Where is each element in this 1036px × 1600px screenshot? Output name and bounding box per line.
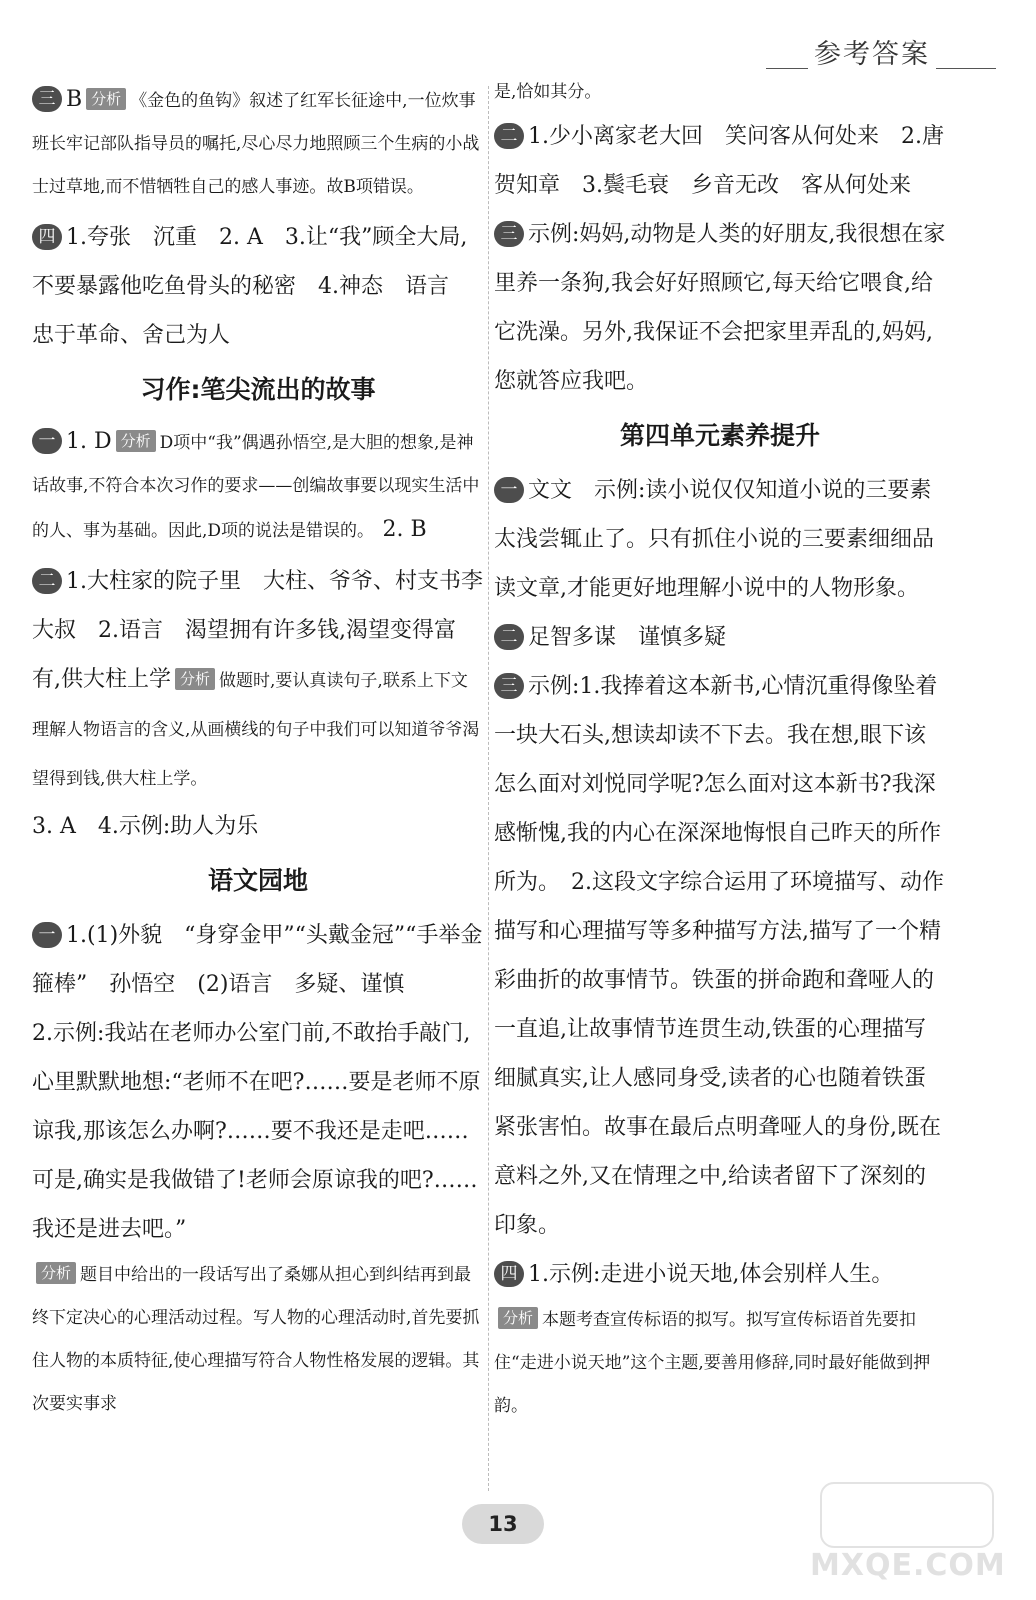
answer-text: 1.示例:走进小说天地,体会别样人生。 (528, 1262, 894, 1287)
writing-q2-answer (32, 557, 484, 851)
analysis-text: 题目中给出的一段话写出了桑娜从担心到纠结再到最终下定决心的心理活动过程。写人物的心理活动时,首先要抓住人物的本质特征,使心理描写符合人物性格发展的逻辑。其次要实事求 (32, 1265, 480, 1414)
answer-text: 1.少小离家老大回 笑问客从何处来 2.唐 贺知章 3.鬓毛衰 乡音无改 客从何处来 (494, 124, 966, 198)
section-number-badge: 三 (494, 673, 524, 699)
analysis-text: D项中“我”偶遇孙悟空,是大胆的想象,是神话故事,不符合本次习作的要求——创编故事要以现实生活中的人、事为基础。因此,D项的说法是错误的。 (32, 433, 480, 541)
garden-q3-answer (494, 210, 946, 406)
analysis-text: 本题考查宣传标语的拟写。拟写宣传标语首先要扣住“走进小说天地”这个主题,要善用修辞,同时最好能做到押韵。 (494, 1310, 931, 1416)
section-number-badge: 一 (494, 477, 524, 503)
garden-q1-answer (32, 911, 484, 1009)
watermark-text: MXQE.COM (810, 1548, 1006, 1583)
section-3-answer (32, 78, 484, 209)
answer-tail: 3. A 4.示例:助人为乐 (32, 814, 259, 839)
analysis-tag: 分析 (36, 1262, 76, 1284)
unit4-analysis (494, 1299, 946, 1428)
section-number-badge: 一 (32, 922, 62, 948)
answer-text: 示例:1.我捧着这本新书,心情沉重得像坠着一块大石头,想读却读不下去。我在想,眼下该怎么面对刘悦同学呢?怎么面对这本新书?我深感惭愧,我的内心在深深地悔恨自己昨天的所作所为。 2.这段文字综合运用了环境描写、动作描写和心理描写等多种描写方法,描写了一个精彩曲折的故事情节。铁蛋的拼命跑和聋哑人的一直追,让故事情节连贯生动,铁蛋的心理描写细腻真实,让人感同身受,读者的心也随着铁蛋紧张害怕。故事在最后点明聋哑人的身份,既在意料之外,又在情理之中,给读者留下了深刻的印象。 (494, 674, 944, 1238)
analysis-text: 《金色的鱼钩》叙述了红军长征途中,一位炊事班长牢记部队指导员的嘱托,尽心尽力地照顾三个生病的小战士过草地,而不惜牺牲自己的感人事迹。故B项错误。 (32, 91, 480, 197)
section-heading-unit4: 第四单元素养提升 (619, 421, 820, 450)
section-number-badge: 三 (32, 86, 62, 112)
section-number-badge: 二 (494, 624, 524, 650)
section-number-badge: 四 (494, 1261, 524, 1287)
section-number-badge: 二 (32, 568, 62, 594)
garden-analysis (32, 1254, 484, 1426)
section-number-badge: 一 (32, 428, 62, 454)
writing-q1-answer (32, 420, 484, 553)
answer-text: 足智多谋 谨慎多疑 (528, 625, 727, 650)
answer-text: 1.夸张 沉重 2. A 3.让“我”顾全大局,不要暴露他吃鱼骨头的秘密 4.神态 语言 忠于革命、舍己为人 (32, 225, 472, 348)
section-number-badge: 四 (32, 224, 62, 250)
page-number: 13 (462, 1504, 544, 1544)
answer-text: 示例:妈妈,动物是人类的好朋友,我很想在家里养一条狗,我会好好照顾它,每天给它喂食,给它洗澡。另外,我保证不会把家里弄乱的,妈妈,您就答应我吧。 (494, 222, 946, 394)
right-column (494, 72, 966, 1428)
section-heading-garden: 语文园地 (207, 866, 308, 895)
answer-text: 1.(1)外貌 “身穿金甲”“头戴金冠”“手举金箍棒” 孙悟空 (2)语言 多疑、谨慎 (32, 923, 483, 997)
left-column (32, 78, 484, 1426)
analysis-tag: 分析 (498, 1307, 538, 1329)
section-4-answer (32, 213, 484, 360)
header-title: 参考答案 (808, 32, 936, 71)
garden-q2-answer: 2.示例:我站在老师办公室门前,不敢抬手敲门,心里默默地想:“老师不在吧?……要是老师不原谅我,那该怎么办啊?……要不我还是走吧……可是,确实是我做错了!老师会原谅我的吧?……我还是进去吧。” (32, 1021, 481, 1242)
unit4-q3-answer (494, 662, 946, 1250)
unit4-q2-answer (494, 613, 946, 662)
analysis-tag: 分析 (116, 430, 156, 452)
answer-letter: 1. D (66, 429, 112, 454)
watermark-icon (820, 1482, 994, 1548)
watermark-logo (810, 1482, 1020, 1592)
garden-q2-poem-answer (494, 112, 966, 210)
analysis-text: 做题时,要认真读句子,联系上下文理解人物语言的含义,从画横线的句子中我们可以知道爷爷渴望得到钱,供大柱上学。 (32, 671, 480, 789)
column-divider (488, 86, 489, 1491)
section-heading-writing: 习作:笔尖流出的故事 (140, 375, 376, 404)
answer-tail: 2. B (382, 517, 427, 542)
unit4-q4-answer (494, 1250, 946, 1299)
analysis-tag: 分析 (86, 88, 126, 110)
section-number-badge: 三 (494, 221, 524, 247)
unit4-q1-answer (494, 466, 946, 613)
section-number-badge: 二 (494, 123, 524, 149)
answer-text: 1.大柱家的院子里 大柱、爷爷、村支书李大叔 2.语言 渴望拥有许多钱,渴望变得富有,供大柱上学 (32, 569, 483, 692)
analysis-tag: 分析 (175, 668, 215, 690)
continued-text: 是,恰如其分。 (494, 82, 602, 102)
answer-text: 文文 示例:读小说仅仅知道小说的三要素太浅尝辄止了。只有抓住小说的三要素细细品读文章,才能更好地理解小说中的人物形象。 (494, 478, 935, 601)
answer-letter: B (66, 87, 83, 112)
